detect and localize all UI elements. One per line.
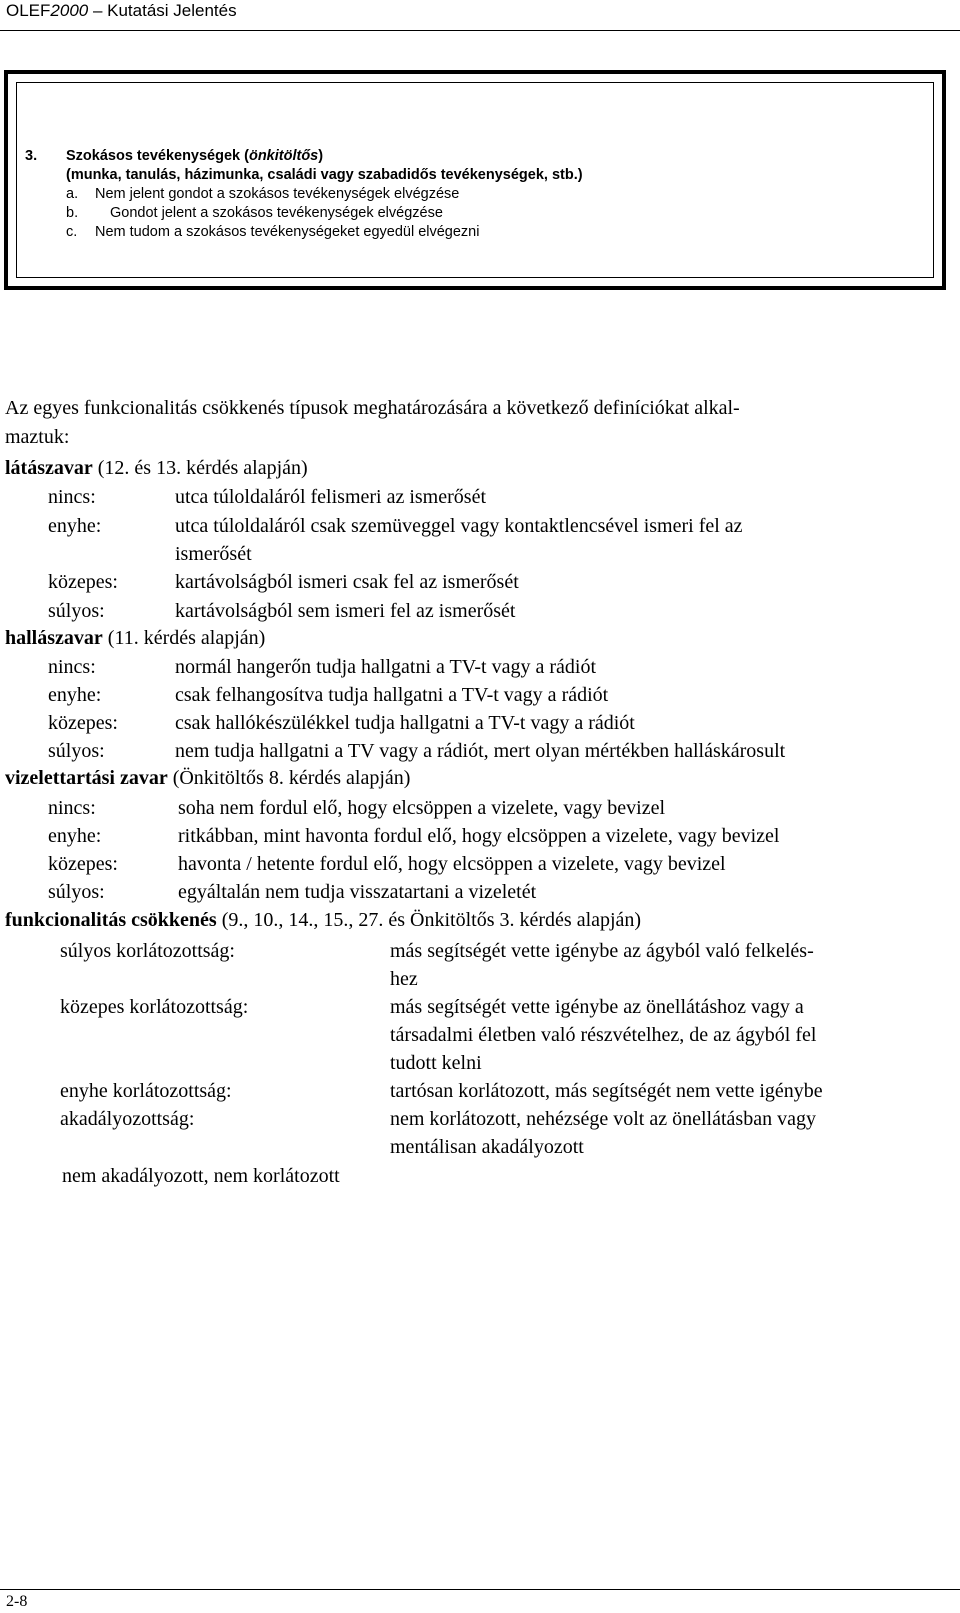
urinary-heading [5,765,410,791]
urinary-label-nincs: nincs: [48,797,96,819]
option-text-a: Nem jelent gondot a szokásos tevékenységek elvégzése [95,186,460,202]
option-text-b: Gondot jelent a szokásos tevékenységek elvégzése [110,205,443,221]
urinary-basis: (Önkitöltős 8. kérdés alapján) [167,767,411,789]
option-letter-b: b. [66,205,79,221]
question-title-italic: önkitöltős [248,148,319,164]
hearing-text-enyhe: csak felhangosítva tudja hallgatni a TV-t vagy a rádiót [175,684,609,706]
hearing-text-nincs: normál hangerőn tudja hallgatni a TV-t vagy a rádiót [175,656,596,678]
hearing-basis: (11. kérdés alapján) [102,627,266,649]
page-number: 2-8 [6,1593,28,1610]
option-letter-c: c. [66,224,78,240]
function-last-line: nem akadályozott, nem korlátozott [62,1165,340,1187]
function-heading [5,907,641,933]
hearing-text-sulyos: nem tudja hallgatni a TV vagy a rádiót, mert olyan mértékben halláskárosult [175,740,786,762]
question-title-b: ) [318,148,324,164]
vision-label-kozepes: közepes: [48,571,118,593]
function-text-kozepes-1: más segítségét vette igénybe az önellátáshoz vagy a [390,996,804,1018]
function-label-sulyos: súlyos korlátozottság: [60,940,235,962]
header-prefix: OLEF [6,1,51,20]
function-label-kozepes: közepes korlátozottság: [60,996,249,1018]
hearing-label-nincs: nincs: [48,656,96,678]
hearing-title: hallászavar [5,627,103,649]
urinary-text-sulyos: egyáltalán nem tudja visszatartani a vizeletét [178,881,537,903]
function-basis: (9., 10., 14., 15., 27. és Önkitöltős 3. kérdés alapján) [216,909,642,931]
header-year: 2000 [50,1,89,20]
vision-text-sulyos: kartávolságból sem ismeri fel az ismerősét [175,600,516,622]
function-text-enyhe: tartósan korlátozott, más segítségét nem vette igénybe [390,1080,823,1102]
vision-label-enyhe: enyhe: [48,515,102,537]
question-title-a: Szokásos tevékenységek ( [66,148,249,164]
urinary-label-enyhe: enyhe: [48,825,102,847]
function-text-sulyos-2: hez [390,968,418,990]
urinary-text-enyhe: ritkábban, mint havonta fordul elő, hogy elcsöppen a vizelete, vagy bevizel [178,825,780,847]
vision-basis: (12. és 13. kérdés alapján) [92,457,308,479]
question-number: 3. [25,148,38,164]
hearing-text-kozepes: csak hallókészülékkel tudja hallgatni a TV-t vagy a rádiót [175,712,635,734]
function-text-akadalyozottsag-1: nem korlátozott, nehézsége volt az önellátásban vagy [390,1108,816,1130]
question-title [66,147,323,166]
urinary-label-sulyos: súlyos: [48,881,105,903]
running-header [6,0,237,22]
intro-line-2: maztuk: [5,426,70,448]
header-rule [0,30,960,31]
hearing-label-enyhe: enyhe: [48,684,102,706]
vision-label-sulyos: súlyos: [48,600,105,622]
function-label-enyhe: enyhe korlátozottság: [60,1080,232,1102]
vision-text-kozepes: kartávolságból ismeri csak fel az ismerősét [175,571,519,593]
hearing-heading [5,625,265,651]
function-text-sulyos-1: más segítségét vette igénybe az ágyból való felkelés- [390,940,814,962]
function-text-kozepes-3: tudott kelni [390,1052,482,1074]
urinary-title: vizelettartási zavar [5,767,168,789]
vision-text-nincs: utca túloldaláról felismeri az ismerősét [175,486,486,508]
hearing-label-kozepes: közepes: [48,712,118,734]
question-subtitle: (munka, tanulás, házimunka, családi vagy szabadidős tevékenységek, stb.) [66,167,583,183]
header-title: – Kutatási Jelentés [88,1,237,20]
urinary-text-kozepes: havonta / hetente fordul elő, hogy elcsöppen a vizelete, vagy bevizel [178,853,726,875]
function-text-kozepes-2: társadalmi életben való részvételhez, de az ágyból fel [390,1024,817,1046]
vision-title: látászavar [5,457,93,479]
vision-heading [5,455,308,481]
urinary-text-nincs: soha nem fordul elő, hogy elcsöppen a vizelete, vagy bevizel [178,797,666,819]
function-label-akadalyozottsag: akadályozottság: [60,1108,195,1130]
hearing-label-sulyos: súlyos: [48,740,105,762]
vision-text-enyhe: utca túloldaláról csak szemüveggel vagy kontaktlencsével ismeri fel az [175,515,743,537]
function-text-akadalyozottsag-2: mentálisan akadályozott [390,1136,584,1158]
urinary-label-kozepes: közepes: [48,853,118,875]
intro-line-1: Az egyes funkcionalitás csökkenés típusok meghatározására a következő definíciókat alkal- [5,397,740,419]
vision-label-nincs: nincs: [48,486,96,508]
function-title: funkcionalitás csökkenés [5,909,217,931]
option-text-c: Nem tudom a szokásos tevékenységeket egyedül elvégezni [95,224,480,240]
option-letter-a: a. [66,186,79,202]
vision-text-enyhe-cont: ismerősét [175,543,252,565]
footer-rule [0,1589,960,1590]
